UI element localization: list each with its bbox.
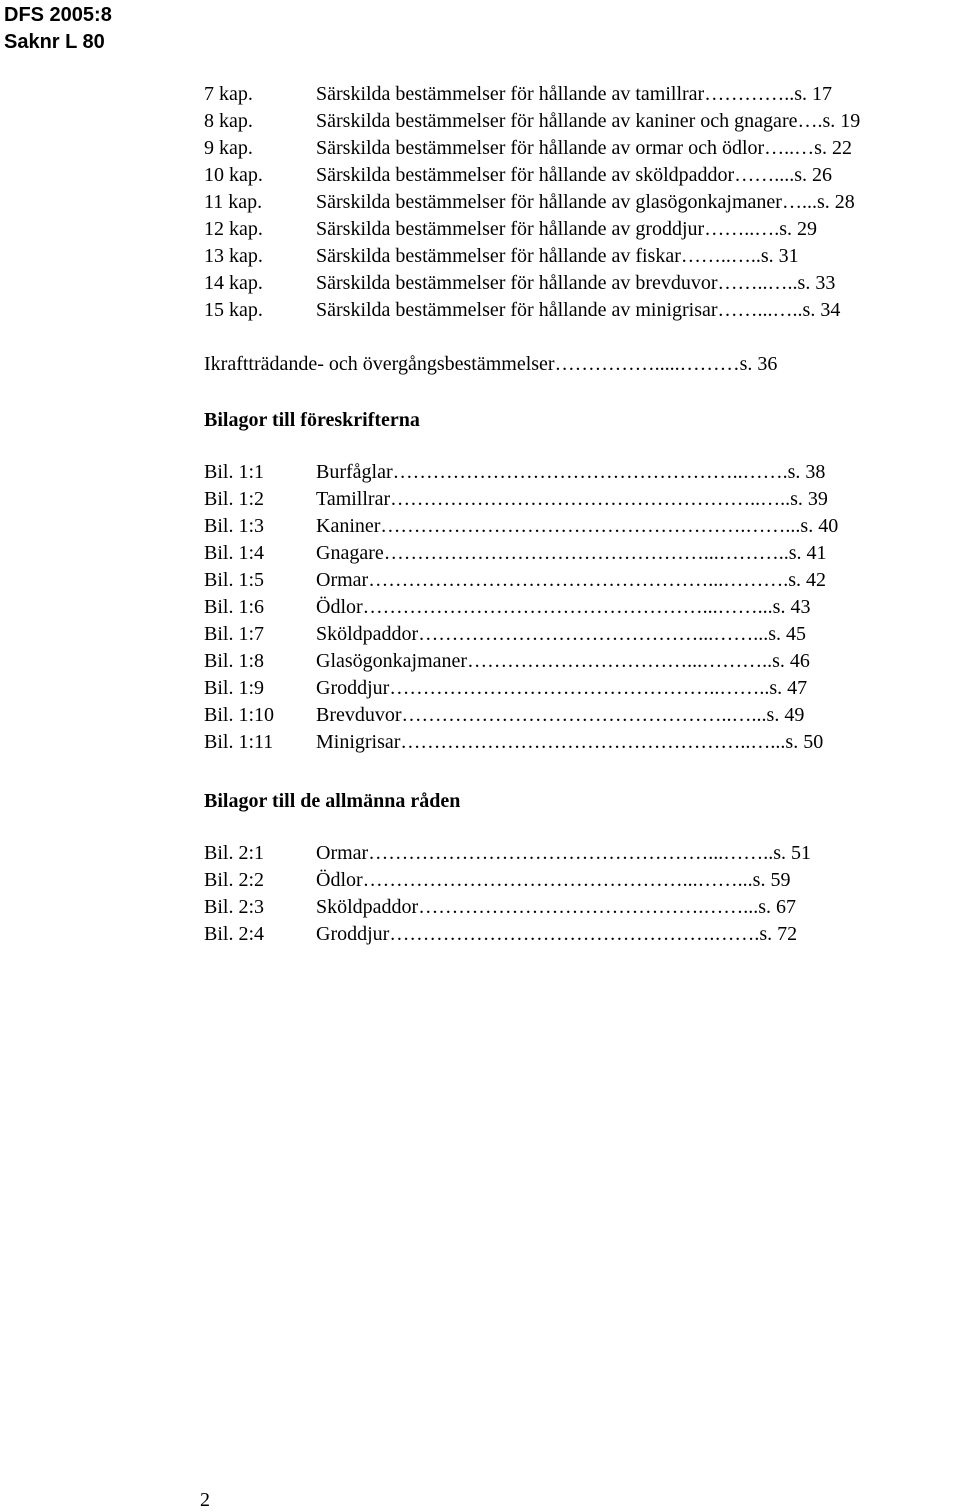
chapter-title: Särskilda bestämmelser för hållande av minigrisar……...…..s. 34	[316, 299, 841, 321]
chapter-title: Särskilda bestämmelser för hållande av groddjur……..….s. 29	[316, 218, 817, 240]
chapter-row	[204, 216, 956, 243]
chapter-row	[204, 135, 956, 162]
appendix-number: Bil. 1:1	[204, 461, 265, 483]
appendix-advice-heading: Bilagor till de allmänna råden	[204, 790, 461, 812]
appendix-number: Bil. 1:6	[204, 596, 265, 618]
chapter-number: 11 kap.	[204, 191, 263, 213]
appendix-number: Bil. 1:4	[204, 542, 265, 564]
chapter-row	[204, 297, 956, 324]
chapter-row	[204, 189, 956, 216]
appendix-title: Groddjur…………………………………………..……..s. 47	[316, 677, 808, 699]
appendix-row	[204, 729, 956, 756]
appendix-row	[204, 486, 956, 513]
appendix-title: Tamillrar………………………………………………..…..s. 39	[316, 488, 828, 510]
appendix-row	[204, 594, 956, 621]
chapter-title: Särskilda bestämmelser för hållande av brevduvor……..…..s. 33	[316, 272, 836, 294]
appendix-row	[204, 648, 956, 675]
appendix-number: Bil. 2:1	[204, 842, 265, 864]
appendix-row	[204, 702, 956, 729]
chapter-number: 8 kap.	[204, 110, 253, 132]
chapter-number: 14 kap.	[204, 272, 263, 294]
appendix-row	[204, 894, 956, 921]
appendix-row	[204, 567, 956, 594]
appendix-title: Ödlor……………………………………………...……...s. 43	[316, 596, 811, 618]
appendix-row	[204, 621, 956, 648]
chapter-number: 13 kap.	[204, 245, 263, 267]
appendix-row	[204, 840, 956, 867]
chapter-number: 15 kap.	[204, 299, 263, 321]
transitional-provisions-entry: Ikraftträdande- och övergångsbestämmelser…………….....………s. 36	[204, 353, 778, 375]
appendix-regulations-list	[204, 459, 956, 756]
chapter-number: 7 kap.	[204, 83, 253, 105]
appendix-row	[204, 459, 956, 486]
appendix-title: Minigrisar……………………………………………..…...s. 50	[316, 731, 824, 753]
appendix-title: Brevduvor…………………………………………..…...s. 49	[316, 704, 805, 726]
appendix-title: Gnagare…………………………………………...………..s. 41	[316, 542, 827, 564]
chapter-row	[204, 162, 956, 189]
appendix-row	[204, 513, 956, 540]
chapter-title: Särskilda bestämmelser för hållande av glasögonkajmaner…...s. 28	[316, 191, 855, 213]
appendix-number: Bil. 1:8	[204, 650, 265, 672]
chapter-row	[204, 81, 956, 108]
case-number: Saknr L 80	[4, 31, 105, 53]
chapter-list	[204, 81, 956, 324]
appendix-title: Ödlor…………………………………………...……...s. 59	[316, 869, 791, 891]
appendix-advice-list	[204, 840, 956, 948]
chapter-row	[204, 243, 956, 270]
appendix-number: Bil. 1:10	[204, 704, 275, 726]
appendix-row	[204, 540, 956, 567]
appendix-title: Groddjur………………………………………….…….s. 72	[316, 923, 798, 945]
chapter-title: Särskilda bestämmelser för hållande av sköldpaddor……....s. 26	[316, 164, 832, 186]
appendix-number: Bil. 1:2	[204, 488, 265, 510]
chapter-number: 9 kap.	[204, 137, 253, 159]
appendix-number: Bil. 1:7	[204, 623, 265, 645]
chapter-number: 12 kap.	[204, 218, 263, 240]
chapter-row	[204, 108, 956, 135]
appendix-number: Bil. 1:3	[204, 515, 265, 537]
appendix-number: Bil. 2:4	[204, 923, 265, 945]
appendix-number: Bil. 2:2	[204, 869, 265, 891]
appendix-number: Bil. 2:3	[204, 896, 265, 918]
chapter-title: Särskilda bestämmelser för hållande av ormar och ödlor…..…s. 22	[316, 137, 852, 159]
chapter-title: Särskilda bestämmelser för hållande av kaniner och gnagare….s. 19	[316, 110, 861, 132]
document-id: DFS 2005:8	[4, 4, 112, 26]
appendix-title: Glasögonkajmaner……………………………...………..s. 46	[316, 650, 810, 672]
appendix-number: Bil. 1:11	[204, 731, 274, 753]
appendix-row	[204, 675, 956, 702]
appendix-title: Ormar……………………………………………...……..s. 51	[316, 842, 811, 864]
chapter-number: 10 kap.	[204, 164, 263, 186]
appendix-title: Sköldpaddor…………………………………….……...s. 67	[316, 896, 796, 918]
appendix-number: Bil. 1:9	[204, 677, 265, 699]
appendix-number: Bil. 1:5	[204, 569, 265, 591]
page-number: 2	[200, 1489, 210, 1511]
appendix-regulations-heading: Bilagor till föreskrifterna	[204, 409, 420, 431]
chapter-title: Särskilda bestämmelser för hållande av tamillrar…………..s. 17	[316, 83, 832, 105]
appendix-title: Sköldpaddor……………………………………...……...s. 45	[316, 623, 806, 645]
appendix-row	[204, 867, 956, 894]
appendix-title: Ormar……………………………………………...……….s. 42	[316, 569, 826, 591]
chapter-title: Särskilda bestämmelser för hållande av fiskar……..…..s. 31	[316, 245, 799, 267]
appendix-row	[204, 921, 956, 948]
document-header	[4, 2, 112, 56]
appendix-title: Kaniner……………………………………………….……...s. 40	[316, 515, 839, 537]
chapter-row	[204, 270, 956, 297]
appendix-title: Burfåglar……………………………………………..…….s. 38	[316, 461, 826, 483]
